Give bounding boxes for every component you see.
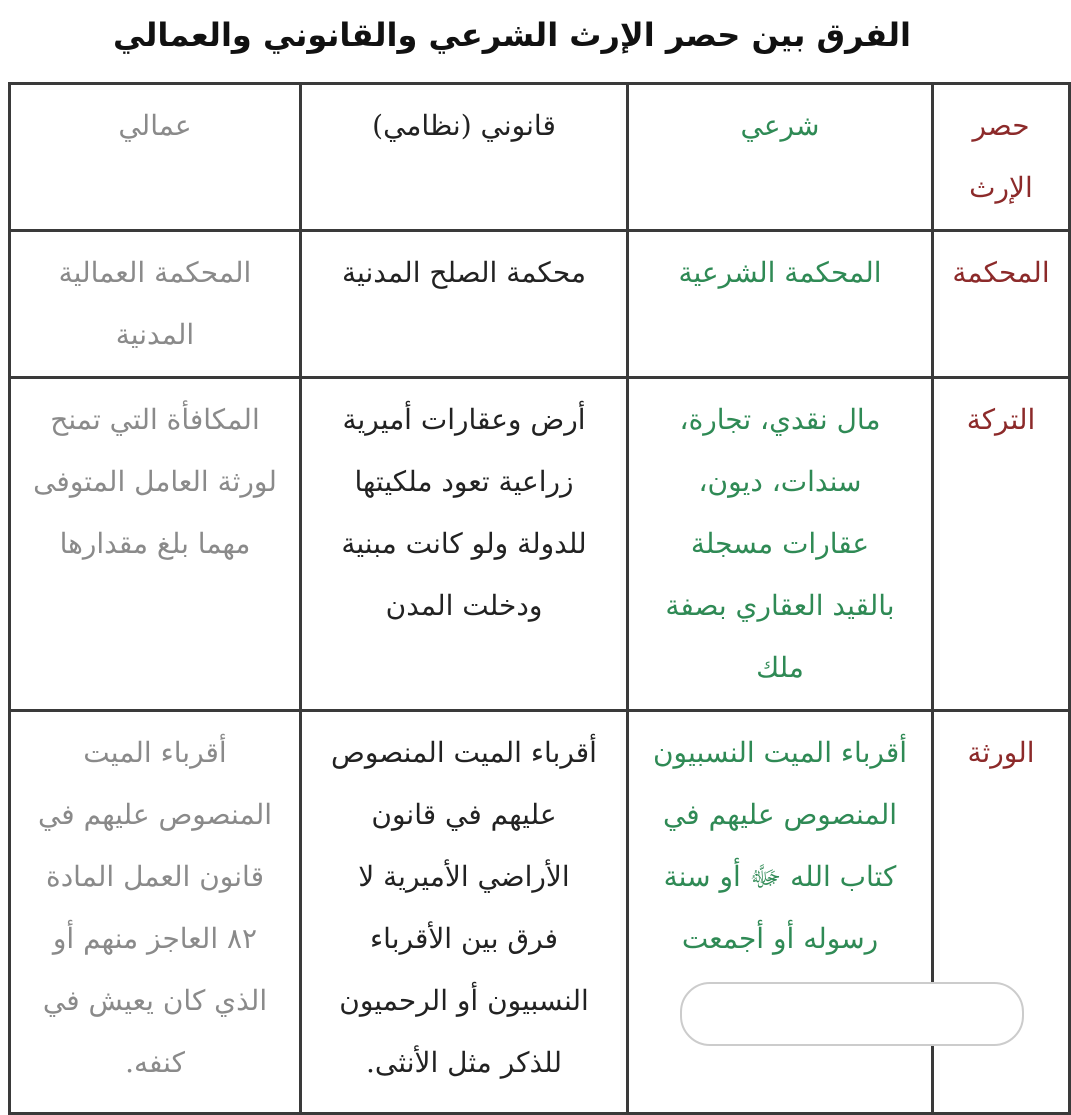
table-row-estate: [10, 378, 1070, 711]
header-cell-key: حصر الإرث: [933, 84, 1070, 231]
cell-estate-sharia: مال نقدي، تجارة، سندات، ديون، عقارات مسجلة بالقيد العقاري بصفة ملك: [628, 378, 933, 711]
inheritance-comparison-table: [8, 82, 1071, 1115]
page-title: الفرق بين حصر الإرث الشرعي والقانوني والعمالي: [113, 16, 911, 54]
row-label-heirs: الورثة: [933, 711, 1070, 1114]
table-row-heirs: [10, 711, 1070, 1114]
cell-estate-qanuni: أرض وعقارات أميرية زراعية تعود ملكيتها للدولة ولو كانت مبنية ودخلت المدن: [301, 378, 628, 711]
table-header-row: [10, 84, 1070, 231]
cell-court-sharia: المحكمة الشرعية: [628, 231, 933, 378]
row-label-court: المحكمة: [933, 231, 1070, 378]
cell-heirs-qanuni: أقرباء الميت المنصوص عليهم في قانون الأراضي الأميرية لا فرق بين الأقرباء النسبيون أو الرحميون للذكر مثل الأنثى.: [301, 711, 628, 1114]
cell-court-ummali: المحكمة العمالية المدنية: [10, 231, 301, 378]
cell-court-qanuni: محكمة الصلح المدنية: [301, 231, 628, 378]
header-cell-sharia: شرعي: [628, 84, 933, 231]
header-cell-ummali: عمالي: [10, 84, 301, 231]
table-row-court: [10, 231, 1070, 378]
chat-input-bubble: [680, 982, 1024, 1046]
row-label-estate: التركة: [933, 378, 1070, 711]
cell-heirs-ummali: أقرباء الميت المنصوص عليهم في قانون العمل المادة ٨٢ العاجز منهم أو الذي كان يعيش في كنفه.: [10, 711, 301, 1114]
header-cell-qanuni: قانوني (نظامي): [301, 84, 628, 231]
cell-heirs-sharia: أقرباء الميت النسبيون المنصوص عليهم في كتاب الله ﷻ أو سنة رسوله أو أجمعت: [628, 711, 933, 1114]
cell-estate-ummali: المكافأة التي تمنح لورثة العامل المتوفى مهما بلغ مقدارها: [10, 378, 301, 711]
